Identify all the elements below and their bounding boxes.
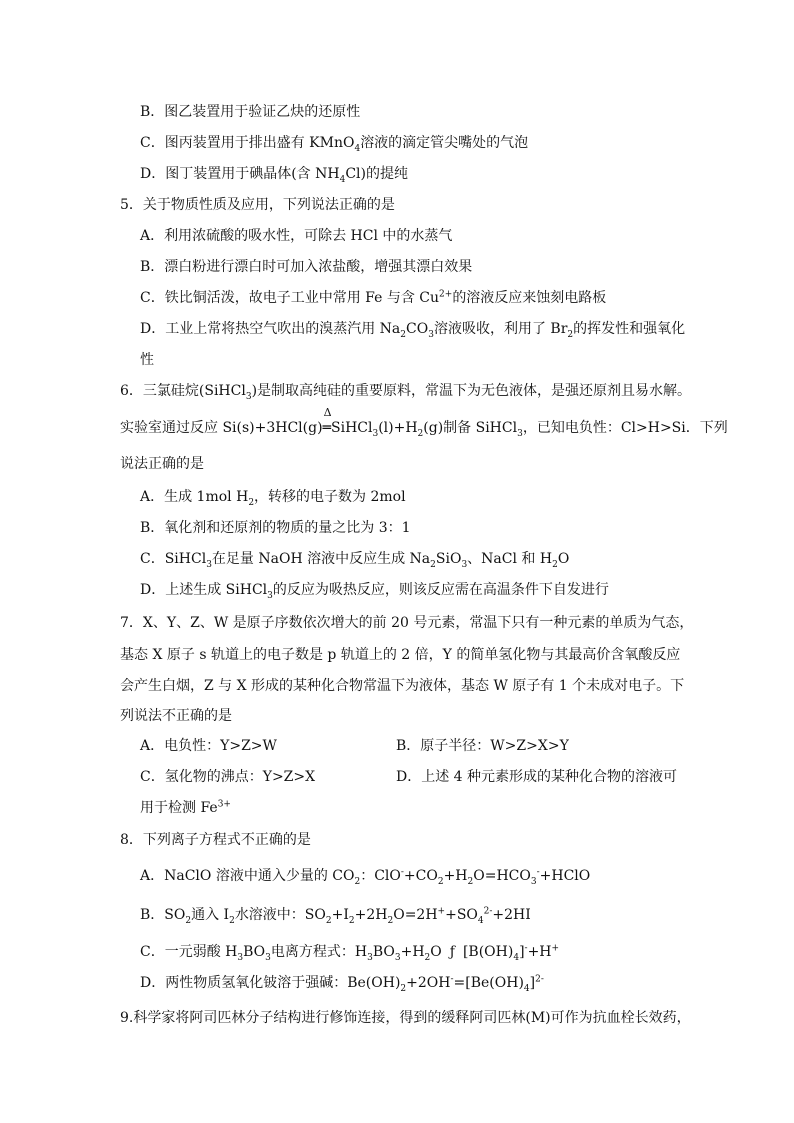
heat-condition-arrow: Δ ═ (322, 406, 332, 436)
q7-option-d: D．上述 4 种元素形成的某种化合物的溶液可 (396, 769, 678, 785)
q5-option-c: C．铁比铜活泼，故电子工业中常用 Fe 与含 $Cu^{2+}$的溶液反应来蚀刻电路板 (140, 289, 607, 306)
q5-option-a: A．利用浓硫酸的吸水性，可除去 HCl 中的水蒸气 (140, 228, 453, 244)
q8-option-b: B．$SO_2$通入 $I_2$水溶液中：$SO_2+I_2+2H_2O=2H^++SO_4^{2-}+2HI$ (140, 906, 531, 926)
q8-stem: 8．下列离子方程式不正确的是 (120, 832, 311, 848)
q5-option-d: D．工业上常将热空气吹出的溴蒸汽用 $Na_2CO_3$溶液吸收，利用了 $Br_2$的挥发性和强氧化 (140, 321, 686, 340)
q6-stem-line2: 实验室通过反应 Si(s)+3HCl(g) Δ $═SiHCl_3(l)+H_2(g)$制备 SiHCl$_3$，已知电负性：Cl>H>Si．下列 (120, 406, 728, 439)
q7-option-b: B．原子半径：W>Z>X>Y (396, 738, 569, 754)
q7-option-c: C．氢化物的沸点：Y>Z>X (140, 769, 316, 785)
q8-option-a: A．NaClO 溶液中通入少量的 $CO_2$：$ClO^-+CO_2+H_2O=HCO_3^-+HClO$ (140, 867, 591, 887)
reversible-arrow-glyph: ƒ (449, 944, 455, 960)
q5-option-d-continued: 性 (140, 352, 154, 368)
q4-option-d: D．图丁装置用于碘晶体(含 $NH_4Cl$)的提纯 (140, 166, 408, 185)
q9-stem-line1: 9.科学家将阿司匹林分子结构进行修饰连接，得到的缓释阿司匹林(M)可作为抗血栓长效药， (120, 1010, 691, 1026)
q6-option-c: C．SiHCl$_3$在足量 NaOH 溶液中反应生成 $Na_2SiO_3$、NaCl 和 $H_2O$ (140, 551, 570, 570)
q5-option-b: B．漂白粉进行漂白时可加入浓盐酸，增强其漂白效果 (140, 259, 473, 275)
q7-stem-line1: 7．X、Y、Z、W 是原子序数依次增大的前 20 号元素，常温下只有一种元素的单质为气态， (120, 615, 694, 631)
q7-stem-line2: 基态 X 原子 s 轨道上的电子数是 p 轨道上的 2 倍，Y 的简单氢化物与其最高价含氧酸反应 (120, 647, 681, 663)
q7-stem-line4: 列说法不正确的是 (120, 708, 232, 724)
q6-stem-line1: 6．三氯硅烷(SiHCl$_3$)是制取高纯硅的重要原料，常温下为无色液体，是强还原剂且易水解。 (120, 383, 692, 402)
q4-option-b: B．图乙装置用于验证乙炔的还原性 (140, 104, 361, 120)
q6-stem-line3: 说法正确的是 (120, 456, 204, 472)
q7-option-a: A．电负性：Y>Z>W (140, 738, 277, 754)
q7-stem-line3: 会产生白烟，Z 与 X 形成的某种化合物常温下为液体，基态 W 原子有 1 个未成对电子。下 (120, 678, 685, 694)
q6-option-b: B．氧化剂和还原剂的物质的量之比为 3：1 (140, 520, 411, 536)
q6-option-d: D．上述生成 SiHCl$_3$的反应为吸热反应，则该反应需在高温条件下自发进行 (140, 582, 609, 601)
q6-option-a: A．生成 1mol $H_2$，转移的电子数为 2mol (140, 489, 406, 508)
q4-option-c: C．图丙装置用于排出盛有 KMnO$_4$溶液的滴定管尖嘴处的气泡 (140, 135, 529, 154)
q8-option-c: C．一元弱酸 $H_3BO_3$电离方程式：$H_3BO_3+H_2O$ ƒ $[B(OH)_4]^-+H^+$ (140, 943, 560, 963)
q8-option-d: D．两性物质氢氧化铍溶于强碱：$Be(OH)_2+2OH^-=[Be(OH)_4]^{2-}$ (140, 974, 544, 994)
q5-stem: 5．关于物质性质及应用，下列说法正确的是 (120, 197, 395, 213)
q7-option-d-continued: 用于检测 $Fe^{3+}$ (140, 799, 231, 816)
